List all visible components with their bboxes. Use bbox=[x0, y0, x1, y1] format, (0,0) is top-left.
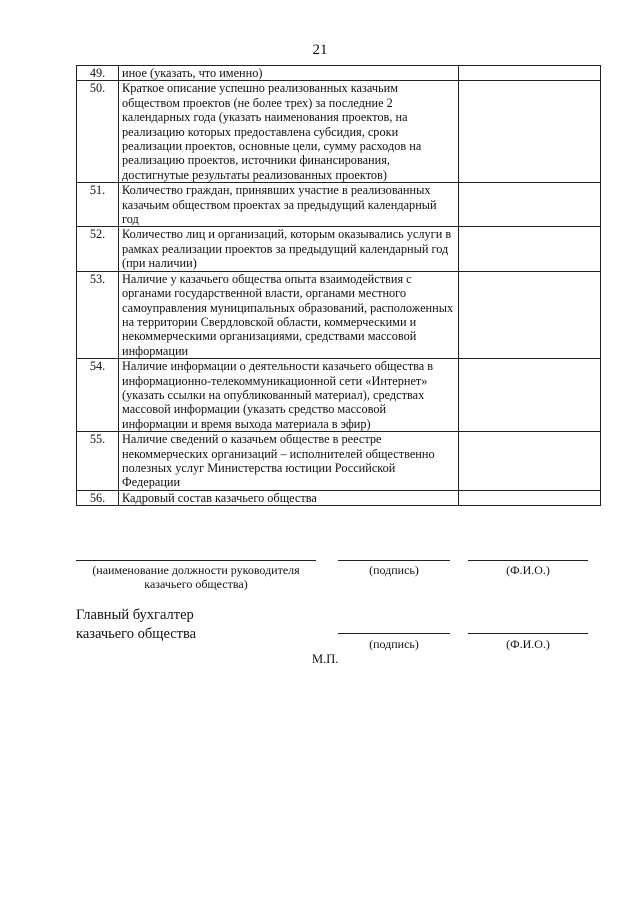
row-description: Количество лиц и организаций, которым оказывались услуги в рамках реализации проектов за предыдущий календарный год (при наличии) bbox=[119, 227, 459, 271]
head-position-line[interactable] bbox=[76, 560, 316, 561]
table-row bbox=[77, 490, 601, 505]
row-number: 53. bbox=[77, 271, 119, 358]
row-number: 49. bbox=[77, 66, 119, 81]
accountant-signature-line[interactable] bbox=[338, 633, 450, 634]
row-number: 54. bbox=[77, 359, 119, 432]
row-description: иное (указать, что именно) bbox=[119, 66, 459, 81]
head-position-caption: (наименование должности руководителя казачьего общества) bbox=[92, 563, 300, 591]
seal-mark: М.П. bbox=[312, 652, 339, 666]
accountant-fio-caption: (Ф.И.О.) bbox=[506, 637, 550, 651]
row-value-cell[interactable] bbox=[459, 359, 601, 432]
table-row bbox=[77, 432, 601, 491]
row-number: 51. bbox=[77, 183, 119, 227]
chief-accountant-label: Главный бухгалтер казачьего общества bbox=[76, 607, 197, 642]
table-row bbox=[77, 183, 601, 227]
table-row bbox=[77, 271, 601, 358]
accountant-signature-caption: (подпись) bbox=[369, 637, 419, 651]
accountant-fio-line[interactable] bbox=[468, 633, 588, 634]
head-signature-line[interactable] bbox=[338, 560, 450, 561]
row-value-cell[interactable] bbox=[459, 66, 601, 81]
row-value-cell[interactable] bbox=[459, 183, 601, 227]
table-row bbox=[77, 359, 601, 432]
page-number: 21 bbox=[312, 42, 328, 58]
row-value-cell[interactable] bbox=[459, 490, 601, 505]
row-description: Наличие у казачьего общества опыта взаимодействия с органами государственной власти, органами местного самоуправления муниципальных образований, расположенных на территории Свердловской области, коммерческими и некоммерческими организациями, средствами массовой информации bbox=[119, 271, 459, 358]
row-description: Количество граждан, принявших участие в реализованных казачьим обществом проектах за предыдущий календарный год bbox=[119, 183, 459, 227]
row-number: 50. bbox=[77, 81, 119, 183]
head-signature-caption: (подпись) bbox=[369, 563, 419, 577]
row-value-cell[interactable] bbox=[459, 432, 601, 491]
row-value-cell[interactable] bbox=[459, 81, 601, 183]
row-number: 52. bbox=[77, 227, 119, 271]
table-row bbox=[77, 66, 601, 81]
row-value-cell[interactable] bbox=[459, 227, 601, 271]
row-number: 56. bbox=[77, 490, 119, 505]
row-description: Наличие информации о деятельности казачьего общества в информационно-телекоммуникационной сети «Интернет» (указать ссылки на опубликованный материал), средствах массовой информации (указать средство массовой информации и время выхода материала в эфир) bbox=[119, 359, 459, 432]
form-table bbox=[76, 65, 601, 506]
head-fio-caption: (Ф.И.О.) bbox=[506, 563, 550, 577]
row-description: Краткое описание успешно реализованных казачьим обществом проектов (не более трех) за последние 2 календарных года (указать наименования проектов, на реализацию которых предоставлена субсидия, сроки реализации проектов, основные цели, сумму расходов на реализацию проектов, источники финансирования, достигнутые результаты реализованных проектов) bbox=[119, 81, 459, 183]
table-row bbox=[77, 227, 601, 271]
table-row bbox=[77, 81, 601, 183]
row-description: Наличие сведений о казачьем обществе в реестре некоммерческих организаций – исполнителей общественно полезных услуг Министерства юстиции Российской Федерации bbox=[119, 432, 459, 491]
row-value-cell[interactable] bbox=[459, 271, 601, 358]
head-fio-line[interactable] bbox=[468, 560, 588, 561]
row-description: Кадровый состав казачьего общества bbox=[119, 490, 459, 505]
row-number: 55. bbox=[77, 432, 119, 491]
